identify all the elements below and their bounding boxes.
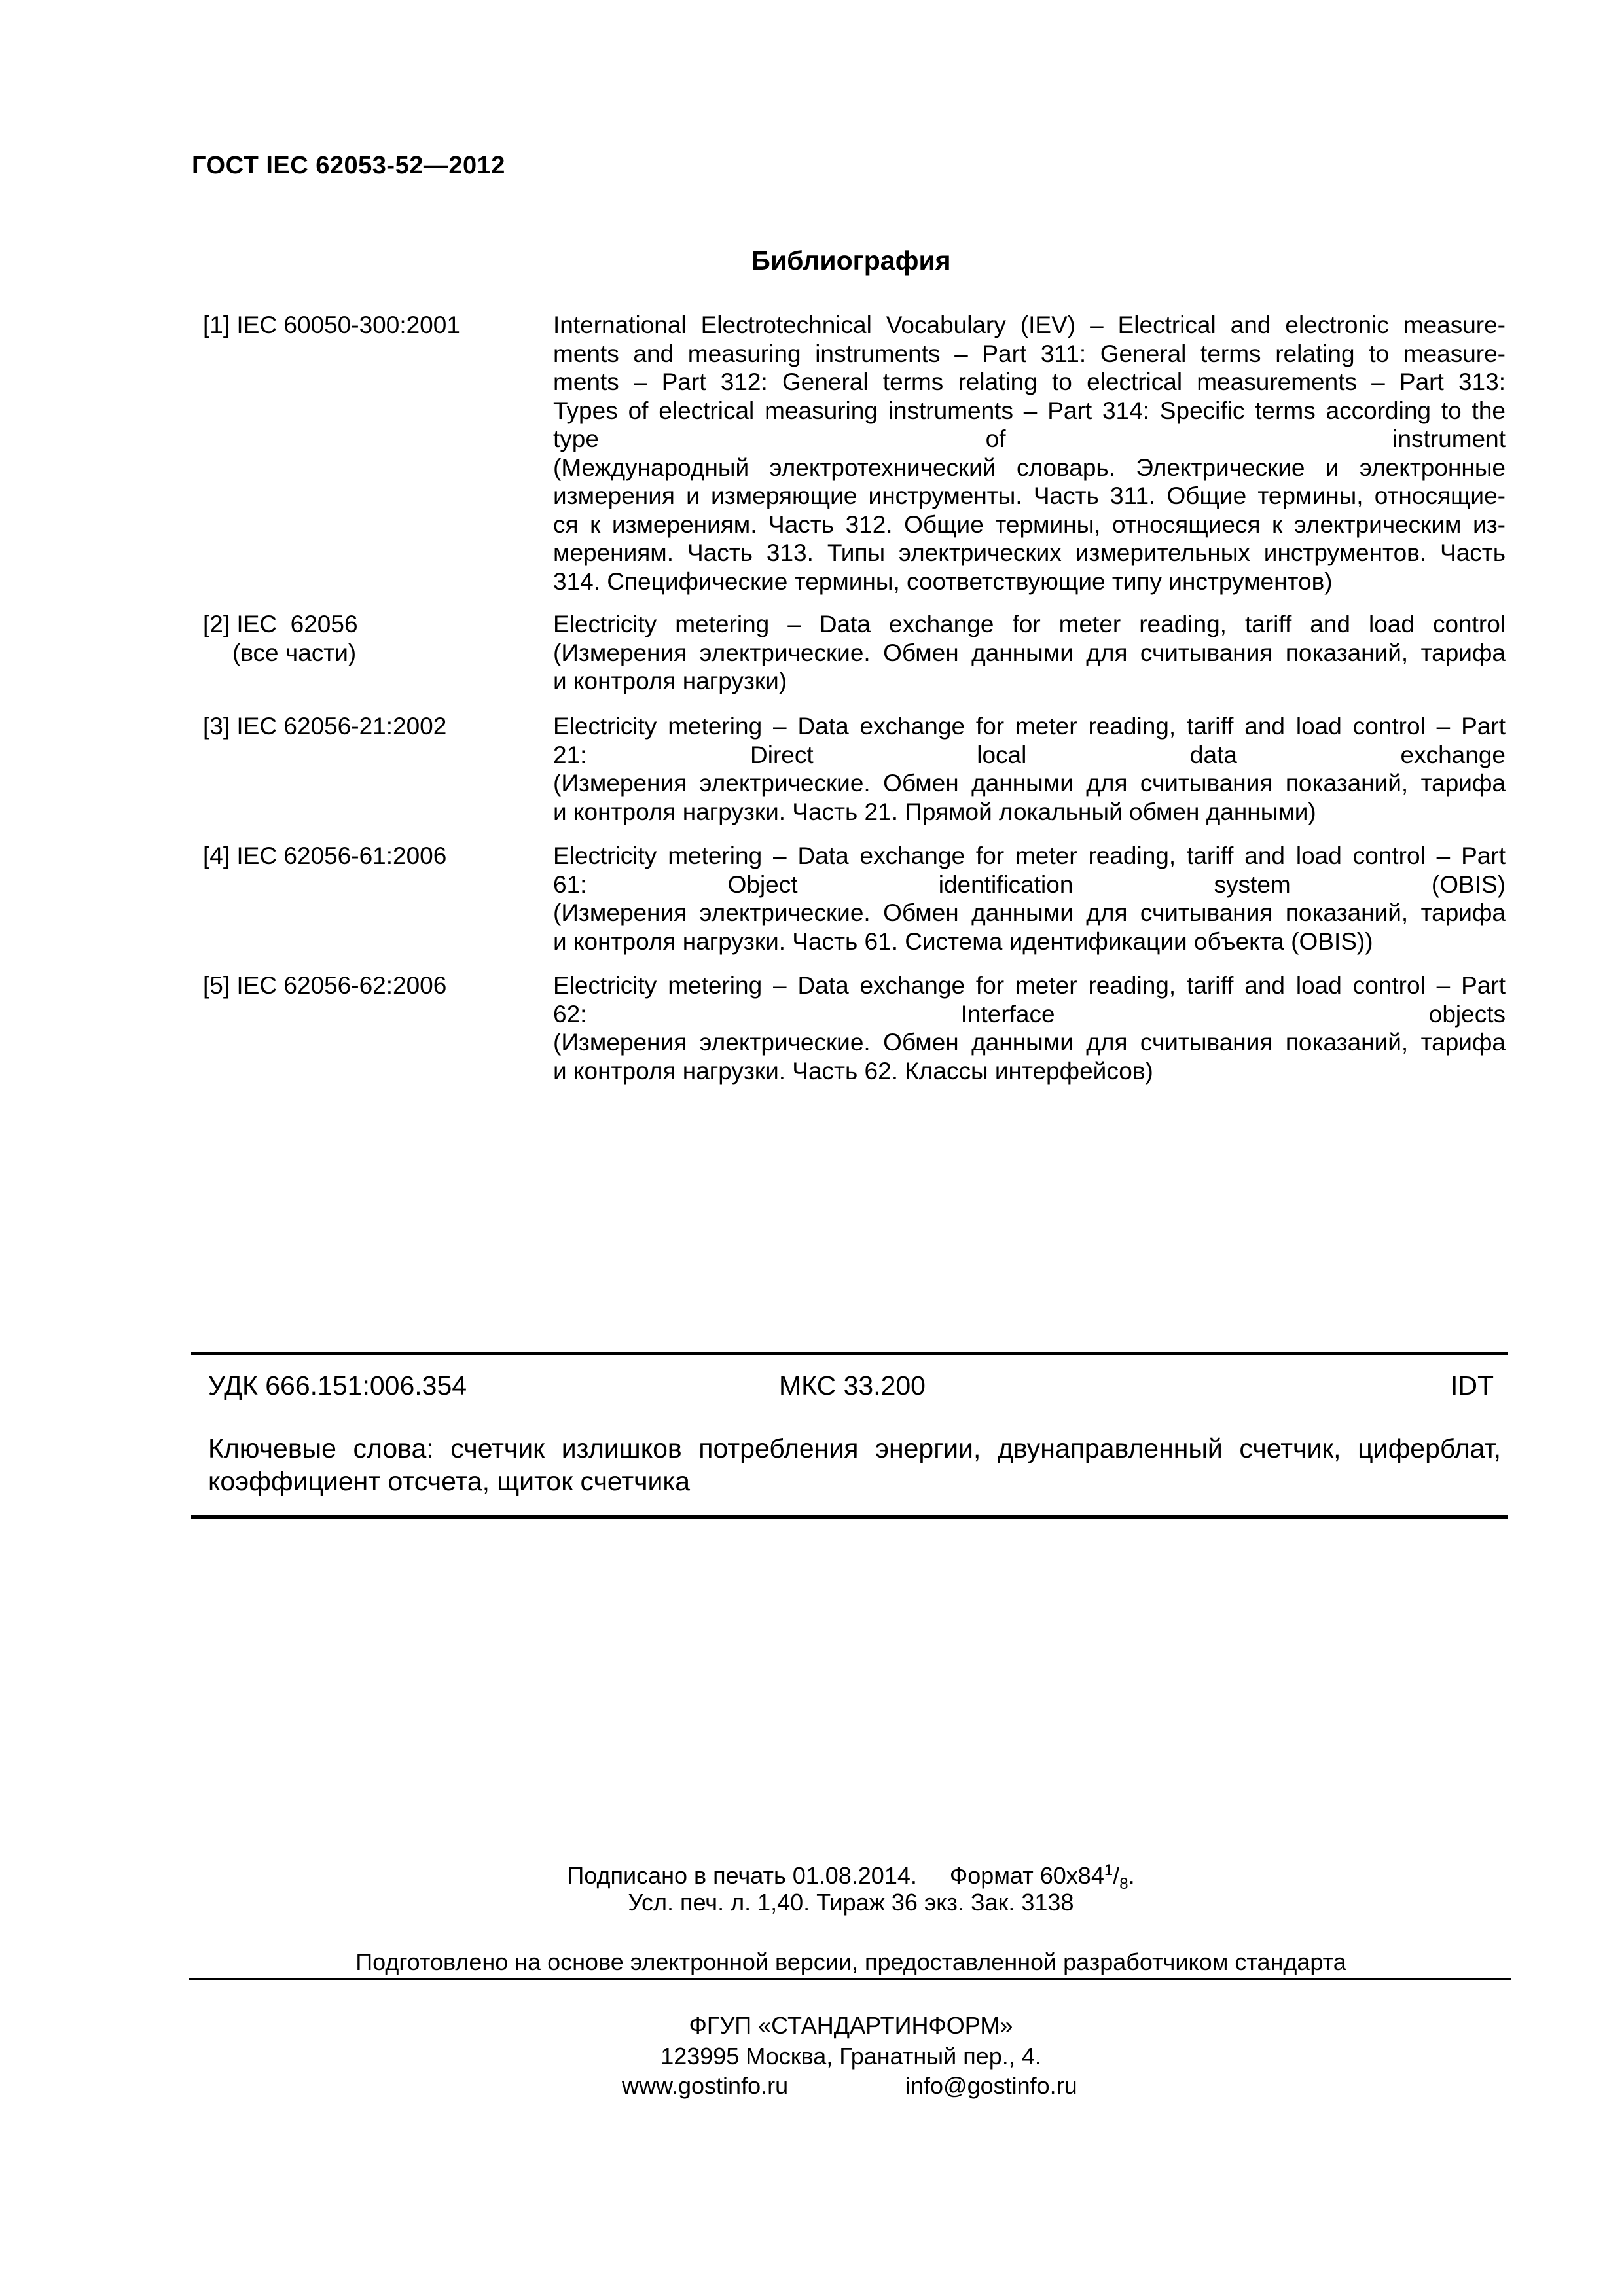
entry-description [553, 842, 1506, 956]
entry-line: и контроля нагрузки) [553, 668, 787, 694]
entry-line: 61: Object identification system (OBIS) [553, 870, 1506, 898]
entry-line: 62: Interface objects [553, 1000, 1506, 1028]
entry-line: International Electrotechnical Vocabulary (IEV) – Electrical and electronic measure- [553, 312, 1506, 338]
entry-line: Electricity metering – Data exchange for meter reading, tariff and load control – Part [553, 972, 1506, 999]
entry-line: ments and measuring instruments – Part 311: General terms relating to measure- [553, 340, 1506, 367]
publisher-email: info@gostinfo.ru [905, 2072, 1077, 2099]
publisher-name: ФГУП «СТАНДАРТИНФОРМ» [689, 2012, 1013, 2039]
entry-designation [203, 842, 543, 870]
format-numerator: 1 [1104, 1861, 1113, 1879]
entry-designation [203, 712, 543, 741]
entry-line: (Международный электротехнический словарь. Электрические и электронные [553, 454, 1506, 481]
bibliography-title: Библиография [751, 245, 951, 276]
document-code: ГОСТ IEC 62053-52—2012 [192, 152, 505, 179]
publisher-website: www.gostinfo.ru [622, 2072, 789, 2099]
entry-line: (Измерения электрические. Обмен данными для считывания показаний, тарифа [553, 770, 1506, 797]
entry-line: мерениям. Часть 313. Типы электрических измерительных инструментов. Часть [553, 539, 1506, 566]
idt-mark: IDT [1451, 1371, 1494, 1401]
entry-description [553, 311, 1506, 596]
print-details: Усл. печ. л. 1,40. Тираж 36 экз. Зак. 3138 [628, 1889, 1074, 1916]
classification-bottom-rule [191, 1515, 1508, 1519]
entry-label: [1] IEC 60050-300:2001 [203, 312, 460, 338]
entry-label-sub: (все части) [232, 639, 357, 666]
entry-line: и контроля нагрузки. Часть 21. Прямой локальный обмен данными) [553, 798, 1316, 825]
entry-designation [203, 311, 543, 340]
entry-description [553, 712, 1506, 826]
entry-label: [2] IEC 62056 [203, 611, 358, 637]
entry-designation [203, 971, 543, 1000]
entry-line: ments – Part 312: General terms relating to electrical measurements – Part 313: [553, 368, 1506, 395]
entry-label: [4] IEC 62056-61:2006 [203, 842, 447, 869]
entry-description [553, 610, 1506, 696]
entry-line: ся к измерениям. Часть 312. Общие термины, относящиеся к электрическим из- [553, 511, 1506, 538]
entry-line: Electricity metering – Data exchange for meter reading, tariff and load control [553, 611, 1506, 637]
format-end: . [1128, 1862, 1135, 1889]
mks-code: МКС 33.200 [779, 1371, 926, 1401]
entry-designation [203, 610, 543, 668]
entry-line: Types of electrical measuring instruments – Part 314: Specific terms according to the [553, 397, 1506, 424]
udk-code: УДК 666.151:006.354 [208, 1371, 467, 1401]
entry-line: type of instrument [553, 425, 1506, 452]
signed-text: Подписано в печать 01.08.2014. Формат 60x84 [567, 1862, 1104, 1889]
imprint-rule [189, 1978, 1511, 1980]
publisher-address: 123995 Москва, Гранатный пер., 4. [660, 2043, 1041, 2070]
entry-line: и контроля нагрузки. Часть 62. Классы интерфейсов) [553, 1057, 1153, 1085]
entry-line: измерения и измеряющие инструменты. Часть 311. Общие термины, относящие- [553, 482, 1506, 509]
classification-top-rule [191, 1352, 1508, 1355]
entry-label: [5] IEC 62056-62:2006 [203, 972, 447, 999]
entry-line: 21: Direct local data exchange [553, 741, 1506, 768]
entry-line: (Измерения электрические. Обмен данными для считывания показаний, тарифа [553, 639, 1506, 666]
entry-line: (Измерения электрические. Обмен данными для считывания показаний, тарифа [553, 1029, 1506, 1056]
format-denominator: 8 [1119, 1875, 1128, 1893]
entry-line: 314. Специфические термины, соответствующие типу инструментов) [553, 567, 1333, 595]
entry-line: (Измерения электрические. Обмен данными для считывания показаний, тарифа [553, 899, 1506, 926]
entry-description [553, 971, 1506, 1085]
entry-label: [3] IEC 62056-21:2002 [203, 713, 447, 740]
entry-line: Electricity metering – Data exchange for meter reading, tariff and load control – Part [553, 842, 1506, 869]
signed-to-print: Подписано в печать 01.08.2014. Формат $60x84^1/_8$. [567, 1861, 1135, 1893]
entry-line: Electricity metering – Data exchange for meter reading, tariff and load control – Part [553, 713, 1506, 740]
keywords: Ключевые слова: счетчик излишков потребления энергии, двунаправленный счетчик, циферблат, коэффициент отсчета, щиток счетчика [208, 1433, 1501, 1496]
prepared-note: Подготовлено на основе электронной версии, предоставленной разработчиком стандарта [355, 1948, 1346, 1975]
entry-line: и контроля нагрузки. Часть 61. Система идентификации объекта (OBIS)) [553, 927, 1373, 955]
